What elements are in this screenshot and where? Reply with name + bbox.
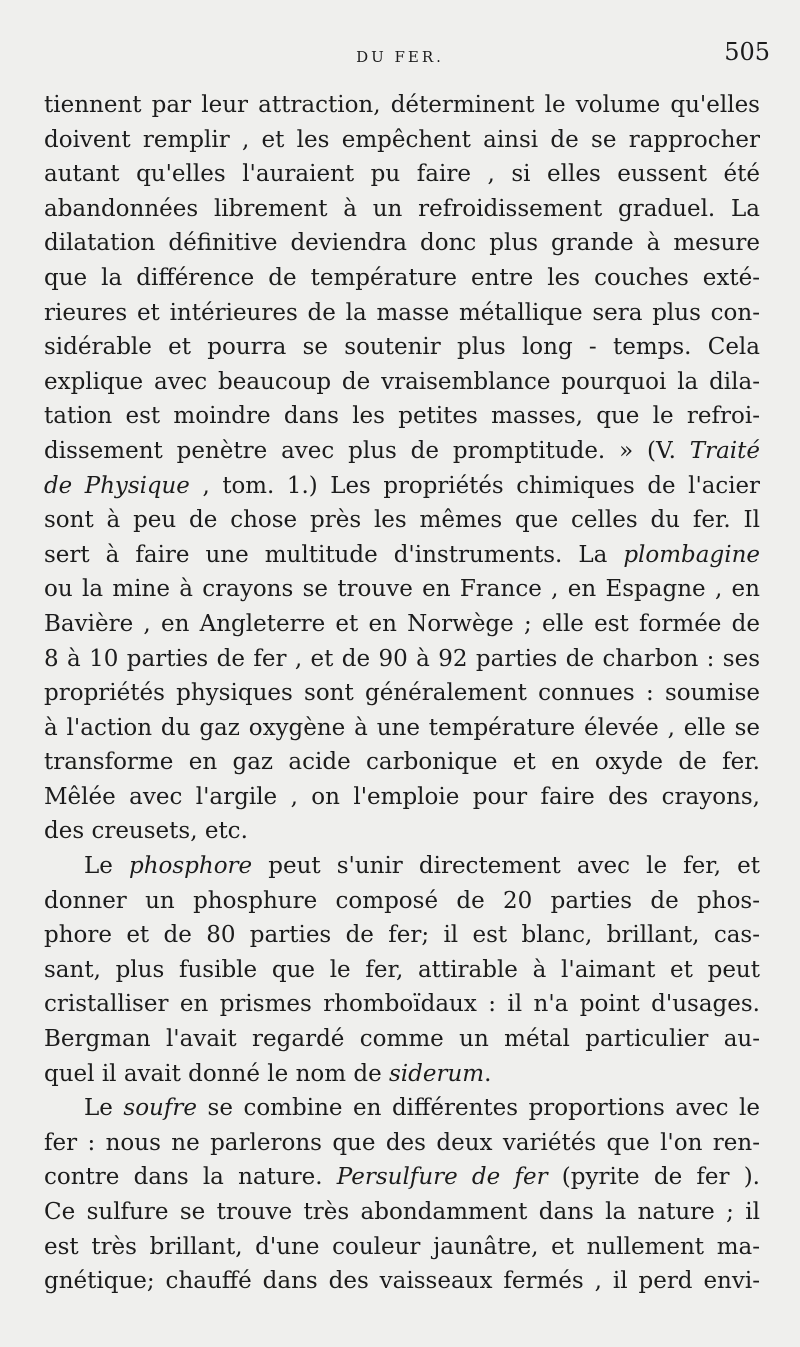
line-text: contre dans la nature. — [44, 1164, 337, 1191]
line-text: se combine en différentes proportions avec le — [197, 1095, 760, 1122]
text-line — [44, 745, 760, 780]
line-text: doivent remplir , et les empêchent ainsi de se rapprocher — [44, 126, 760, 153]
line-text: ou la mine à crayons se trouve en France , en Espagne , en — [44, 576, 760, 603]
italic-text: soufre — [123, 1095, 197, 1122]
text-line — [44, 780, 760, 815]
line-text: donner un phosphure composé de 20 parties de phos- — [44, 887, 760, 914]
text-line — [44, 192, 760, 227]
line-text: 8 à 10 parties de fer , et de 90 à 92 parties de charbon : ses — [44, 645, 760, 672]
text-line — [44, 711, 760, 746]
text-line — [44, 918, 760, 953]
line-text: gnétique; chauffé dans des vaisseaux fermés , il perd envi- — [44, 1268, 760, 1295]
line-text: Mêlée avec l'argile , on l'emploie pour faire des crayons, — [44, 783, 760, 810]
line-text: est très brillant, d'une couleur jaunâtre, et nullement ma- — [44, 1233, 760, 1260]
line-text: phore et de 80 parties de fer; il est blanc, brillant, cas- — [44, 922, 760, 949]
line-text: propriétés physiques sont généralement connues : soumise — [44, 680, 760, 707]
line-text: dissement penètre avec plus de promptitude. » (V. — [44, 437, 690, 464]
line-text: . — [484, 1060, 492, 1087]
text-line — [44, 296, 760, 331]
line-text: Bavière , en Angleterre et en Norwège ; elle est formée de — [44, 610, 760, 637]
text-line — [44, 226, 760, 261]
page-header — [0, 38, 800, 78]
line-text: cristalliser en prismes rhomboïdaux : il n'a point d'usages. — [44, 991, 760, 1018]
text-line — [44, 987, 760, 1022]
text-line — [44, 88, 760, 123]
line-text: , tom. 1.) Les propriétés chimiques de l'acier — [189, 472, 760, 499]
text-line — [44, 538, 760, 573]
line-text: sert à faire une multitude d'instruments. La — [44, 541, 624, 568]
line-text: quel il avait donné le nom de — [44, 1060, 389, 1087]
text-line — [44, 261, 760, 296]
line-text: Bergman l'avait regardé comme un métal particulier au- — [44, 1026, 760, 1053]
line-text: sidérable et pourra se soutenir plus long - temps. Cela — [44, 334, 760, 361]
line-text: sont à peu de chose près les mêmes que celles du fer. Il — [44, 507, 760, 534]
line-text: explique avec beaucoup de vraisemblance pourquoi la dila- — [44, 368, 760, 395]
text-line — [44, 123, 760, 158]
text-line — [44, 365, 760, 400]
text-line — [44, 1160, 760, 1195]
line-text: transforme en gaz acide carbonique et en oxyde de fer. — [44, 749, 760, 776]
text-line — [44, 1264, 760, 1299]
text-line — [44, 469, 760, 504]
page-number: 505 — [724, 38, 770, 66]
text-line — [44, 330, 760, 365]
text-line — [44, 157, 760, 192]
line-text: Le — [84, 1095, 124, 1122]
line-text: fer : nous ne parlerons que des deux variétés que l'on ren- — [44, 1129, 760, 1156]
italic-text: de Physique — [44, 472, 190, 499]
text-line — [44, 642, 760, 677]
text-line — [44, 814, 760, 849]
text-line — [44, 1126, 760, 1161]
line-text: dilatation définitive deviendra donc plus grande à mesure — [44, 230, 760, 257]
line-text: (pyrite de fer ). — [547, 1164, 760, 1191]
italic-text: siderum — [389, 1060, 485, 1087]
italic-text: plombagine — [623, 541, 760, 568]
text-line — [44, 434, 760, 469]
text-line — [44, 1195, 760, 1230]
italic-text: Persulfure de fer — [336, 1164, 548, 1191]
text-line — [44, 503, 760, 538]
line-text: à l'action du gaz oxygène à une température élevée , elle se — [44, 714, 760, 741]
text-line — [44, 1091, 760, 1126]
text-line — [44, 849, 760, 884]
italic-text: Traité — [689, 437, 760, 464]
text-line — [44, 1057, 760, 1092]
line-text: des creusets, etc. — [44, 818, 248, 845]
text-line — [44, 1230, 760, 1265]
text-line — [44, 1022, 760, 1057]
line-text: abandonnées librement à un refroidissement graduel. La — [44, 195, 760, 222]
text-line — [44, 676, 760, 711]
text-line — [44, 884, 760, 919]
line-text: Ce sulfure se trouve très abondamment dans la nature ; il — [44, 1199, 760, 1225]
line-text: tation est moindre dans les petites masses, que le refroi- — [44, 403, 760, 430]
line-text: Le — [84, 853, 129, 880]
line-text: rieures et intérieures de la masse métallique sera plus con- — [44, 299, 760, 326]
text-line — [44, 572, 760, 607]
text-line — [44, 399, 760, 434]
text-line — [44, 953, 760, 988]
line-text: sant, plus fusible que le fer, attirable à l'aimant et peut — [44, 956, 760, 983]
line-text: tiennent par leur attraction, déterminent le volume qu'elles — [44, 92, 760, 118]
italic-text: phosphore — [128, 853, 253, 880]
body-text — [44, 88, 760, 1299]
running-head: DU FER. — [356, 48, 444, 66]
line-text: que la différence de température entre les couches exté- — [44, 264, 760, 291]
text-line — [44, 607, 760, 642]
line-text: peut s'unir directement avec le fer, et — [252, 853, 760, 880]
line-text: autant qu'elles l'auraient pu faire , si elles eussent été — [44, 161, 760, 188]
